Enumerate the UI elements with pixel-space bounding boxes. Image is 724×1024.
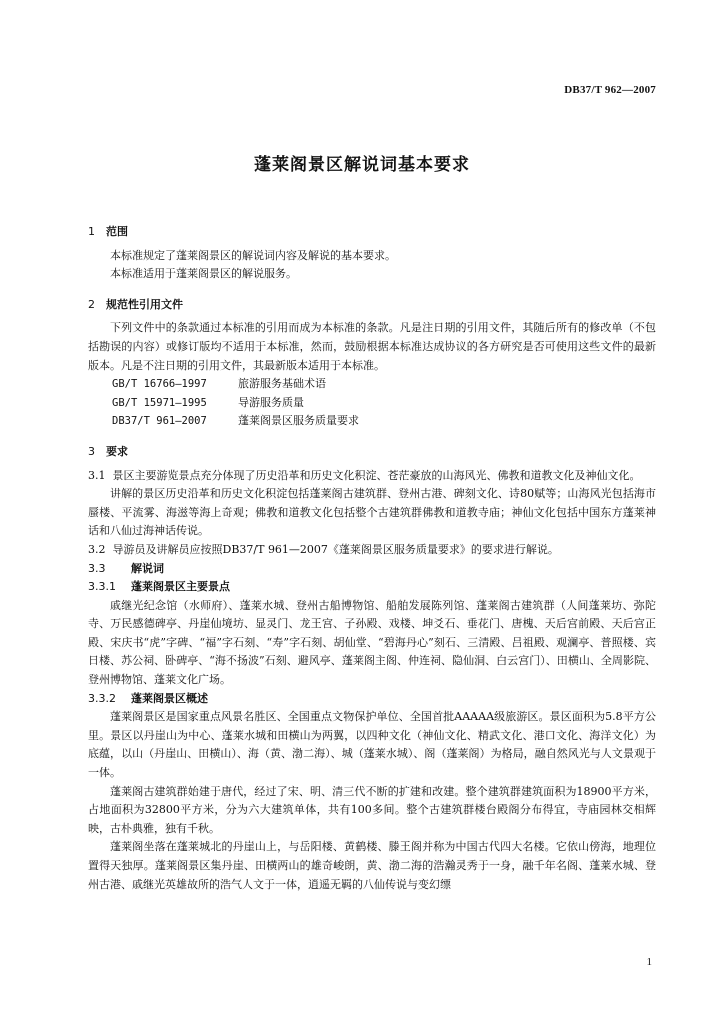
section-3-heading: [88, 443, 656, 462]
section-title: 要求: [106, 444, 128, 458]
subsection-3-3-1-heading: [88, 578, 656, 597]
standard-code: DB37/T 962—2007: [564, 84, 656, 96]
reference-item: [88, 412, 656, 431]
section-number: 3: [88, 444, 95, 458]
clause-number: 3.1: [88, 468, 106, 482]
subsection-title: 蓬莱阁景区概述: [131, 691, 208, 705]
reference-item: [88, 375, 656, 394]
section-2-heading: [88, 296, 656, 315]
section-title: 范围: [106, 225, 128, 238]
subsection-title: 解说词: [131, 561, 164, 575]
paragraph: 蓬莱阁古建筑群始建于唐代，经过了宋、明、清三代不断的扩建和改建。整个建筑群建筑面积为18900平方米，占地面积为32800平方米，分为六大建筑单体，共有100多间。整个古建筑群楼台殿阁分布得宜，寺庙园林交相辉映，古朴典雅，独有千秋。: [88, 784, 656, 835]
subsection-number: 3.3.1: [88, 580, 116, 594]
paragraph: 蓬莱阁坐落在蓬莱城北的丹崖山上，与岳阳楼、黄鹤楼、滕王阁并称为中国古代四大名楼。它依山傍海，地理位置得天独厚。蓬莱阁景区集丹崖、田横两山的雄奇峻朗，黄、渤二海的浩瀚灵秀于一身，融千年名阁、蓬莱水城、登州古港、戚继光英雄故所的浩气人文于一体，逍遥无羁的八仙传说与变幻缥: [88, 840, 656, 891]
paragraph: 下列文件中的条款通过本标准的引用而成为本标准的条款。凡是注日期的引用文件，其随后所有的修改单（不包括勘误的内容）或修订版均不适用于本标准，然而，鼓励根据本标准达成协议的各方研究是否可使用这些文件的最新版本。凡是不注日期的引用文件，其最新版本适用于本标准。: [88, 321, 656, 372]
section-1-heading: [88, 223, 656, 242]
section-title: 规范性引用文件: [106, 297, 183, 311]
paragraph: 讲解的景区历史沿革和历史文化积淀包括蓬莱阁古建筑群、登州古港、碑刻文化、诗80赋等；山海风光包括海市蜃楼、平流雾、海滋等海上奇观；佛教和道教文化包括整个古建筑群佛教和道教寺庙；神仙文化包括中国东方蓬莱神话和八仙过海神话传说。: [88, 487, 656, 538]
subsection-number: 3.3.2: [88, 691, 116, 705]
reference-code: DB37/T 961—2007: [112, 415, 207, 428]
document-body: [88, 219, 656, 894]
clause-3-1: [88, 467, 656, 486]
section-number: 2: [88, 297, 95, 311]
paragraph: 本标准规定了蓬莱阁景区的解说词内容及解说的基本要求。: [110, 248, 396, 262]
paragraph: 蓬莱阁景区是国家重点风景名胜区、全国重点文物保护单位、全国首批AAAAA级旅游区。景区面积为5.8平方公里。景区以丹崖山为中心、蓬莱水城和田横山为两翼，以四种文化（神仙文化、精武文化、港口文化、海洋文化）为底蕴，以山（丹崖山、田横山）、海（黄、渤二海）、城（蓬莱水城）、阁（蓬莱阁）为格局，融自然风光与人文景观于一体。: [88, 710, 656, 780]
clause-number: 3.2: [88, 542, 106, 556]
page-title: 蓬莱阁景区解说词基本要求: [254, 155, 470, 175]
paragraph: 本标准适用于蓬莱阁景区的解说服务。: [110, 267, 297, 281]
subsection-3-3-2-heading: [88, 690, 656, 709]
section-number: 1: [88, 225, 95, 238]
reference-name: 旅游服务基础术语: [238, 377, 326, 391]
page-number: 1: [646, 956, 652, 968]
clause-text: 景区主要游览景点充分体现了历史沿革和历史文化积淀、苍茫豪放的山海风光、佛教和道教文化及神仙文化。: [112, 468, 641, 482]
reference-code: GB/T 15971—1995: [112, 396, 207, 409]
reference-item: [88, 394, 656, 413]
clause-3-2: [88, 541, 656, 560]
subsection-number: 3.3: [88, 561, 106, 575]
reference-name: 导游服务质量: [238, 395, 304, 409]
reference-name: 蓬莱阁景区服务质量要求: [238, 414, 359, 428]
reference-code: GB/T 16766—1997: [112, 378, 207, 391]
subsection-3-3-heading: [88, 560, 656, 579]
paragraph: 戚继光纪念馆（水师府）、蓬莱水城、登州古船博物馆、船舶发展陈列馆、蓬莱阁古建筑群（人间蓬莱坊、弥陀寺、万民感德碑亭、丹崖仙境坊、显灵门、龙王宫、子孙殿、戏楼、坤爻石、垂花门、唐槐、天后宫前殿、天后宫正殿、宋庆书“虎”字碑、“福”字石刻、“寿”字石刻、胡仙堂、“碧海丹心”刻石、三清殿、吕祖殿、观澜亭、普照楼、宾日楼、苏公祠、卧碑亭、“海不扬波”石刻、避风亭、蓬莱阁主阁、仲连祠、隐仙洞、白云宫门）、田横山、全周影院、登州博物馆、蓬莱文化广场。: [88, 598, 656, 687]
subsection-title: 蓬莱阁景区主要景点: [131, 580, 230, 594]
clause-text: 导游员及讲解员应按照DB37/T 961—2007《蓬莱阁景区服务质量要求》的要求进行解说。: [112, 542, 559, 556]
